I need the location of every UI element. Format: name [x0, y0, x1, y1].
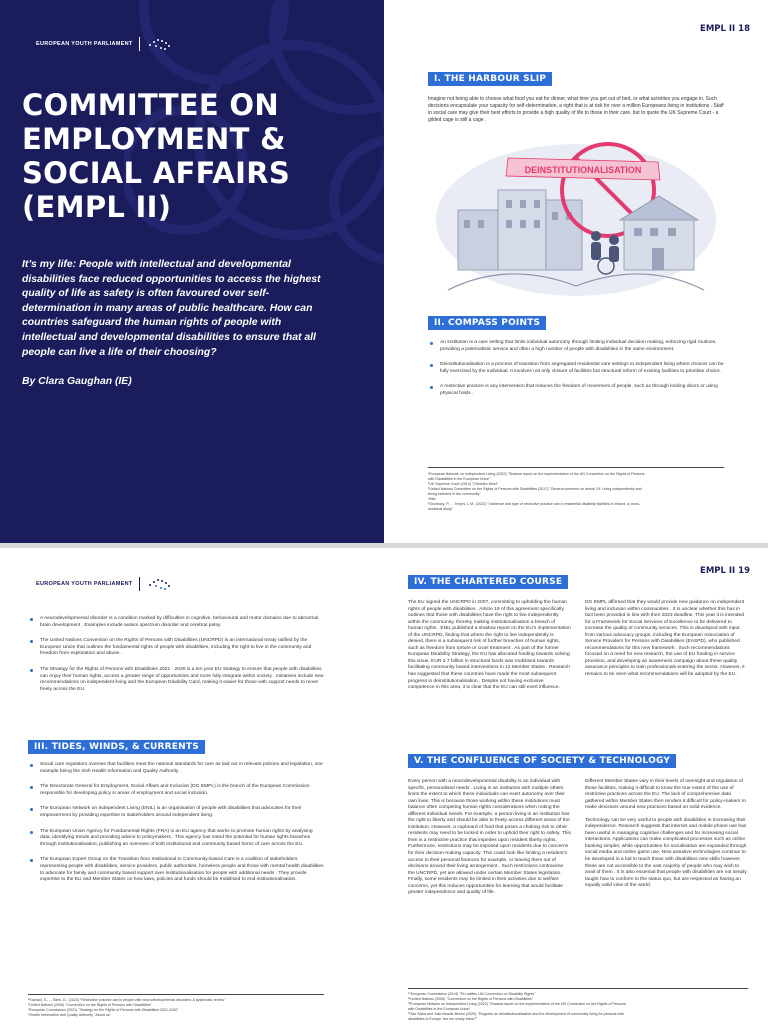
footnote-rule	[428, 467, 724, 468]
footnote: ¹¹United Nations (2006) "Convention on the Rights of Persons with Disabilities"	[408, 997, 533, 1001]
confluence-columns	[408, 779, 748, 897]
page-18	[384, 0, 768, 543]
chartered-columns	[408, 600, 748, 692]
page-number: EMPL II 19	[700, 566, 750, 576]
paragraph: Technology can be very useful to people with disabilities in increasing their independence. Research suggests that internet and mobile phone use has been useful in managing cognitive challenges and for increasing social interactions. Applications can make complicated processes such as online banking simpler, while opportunities for socialisation are expanded through social media and online game use. New assistive technologies continue to be developed in a bid to teach those with disabilities new skills however, these are not accessible to the vast majority of people who may wish to avail of them . It is also essential that people with disabilities are not simply taught how to conform to the status quo, but are respected as having an equally valid view of the world.	[585, 817, 747, 889]
footnote: ²UK Supreme Court (2014) "Cheshire West"	[428, 482, 498, 486]
compass-list	[428, 340, 724, 407]
footnote: ⁵Dunleavy, P., ... Keyes, L.M., (2022) "Incidence and type of restrictive practice use in residential disability facilities in Ireland, a cross-sectional study"	[428, 502, 640, 511]
cover-page	[0, 0, 384, 543]
list-item: Social care regulators oversee that facilities meet the national standards for care as laid out in relevant policies and legislation, one example being the Irish Health Information and Quality Authority .	[28, 762, 324, 775]
footnotes	[28, 998, 328, 1018]
brand-name: EUROPEAN YOUTH PARLIAMENT	[36, 41, 133, 47]
footnote: ¹³Jan Siska and Julie Beadle-Brown (2020) "Progress on deinstitutionalisation and the development of community living for persons with disabilities in Europe: Are we nearly there?"	[408, 1012, 624, 1021]
list-item: The Directorate General for Employment, Social Affairs and Inclusion (DG EMPL) is the branch of the European Commission responsible for developing policy in areas of employment and social inclusion.	[28, 784, 324, 797]
footnote: ⁴Ibid.	[428, 497, 437, 501]
harbour-text: Imagine not being able to choose what food you eat for dinner, what time you get out of bed, or what activities you engage in. Such decisions encapsulate your capacity for self-determination, a right that is at risk for over a million Europeans living in institutions . Staff in social care may give their best efforts to provide a high quality of life to those in their care, but to quote the UK Supreme Court - a gilded cage is still a cage .	[428, 96, 724, 123]
list-item: The Strategy for the Rights of Persons with Disabilities 2021 - 2030 is a ten year EU strategy to ensure that people with disabilities can enjoy their human rights, access a greater range of opportunities and more fully integrate within society . Initiatives include new recommendations on independent living and the European Disability Card, making it easier for those with support needs to move freely across the EU.	[28, 667, 324, 693]
footnotes	[428, 472, 648, 512]
paragraph: Different Member States vary in their levels of oversight and regulation of these facilities, making it difficult to know the true extent of the use of restrictive practices across the EU. The lack of comprehensive data gathered within Member States then renders it difficult for policy-makers to make decisions around new practices based on solid evidence.	[585, 779, 746, 811]
stars-logo-icon	[146, 36, 174, 52]
footnote: ³United Nations Committee on the Rights of Persons with Disabilities (2017) "General comment on article 19: Living independently and being included in the community"	[428, 487, 642, 496]
eyp-logo	[36, 576, 174, 592]
footnote: ¹⁰European Commission (2014) "EU ratifies UN Convention on Disability Rights"	[408, 992, 536, 996]
cover-title: COMMITTEE ON EMPLOYMENT & SOCIAL AFFAIRS (EMPL II)	[22, 88, 291, 224]
footnote-rule	[28, 994, 324, 995]
list-item: Deinstitutionalisation is a process of transition from segregated residential care settings to independent living where choices can be fully exercised by the individual. It involves not only closure of facilities but structural reform of existing facilities to prioritise choice .	[428, 362, 724, 375]
page-number: EMPL II 18	[700, 24, 750, 34]
section-heading-harbour: I. THE HARBOUR SLIP	[428, 72, 552, 86]
list-item: The European Union Agency for Fundamental Rights (FRA) is an EU agency that works to promote human rights by analysing data, identifying trends and providing advice to policymakers . This agency has noted the potential for human rights breaches through institutionalisation, publishing an overview of both institutional and community based forms of care across the EU.	[28, 829, 324, 849]
footnote: ⁹Health Information and Quality Authority "About us"	[28, 1013, 111, 1017]
footnotes	[408, 992, 628, 1022]
chartered-col-2: DG EMPL affirmed that they would provide new guidance on independent living and inclusion within communities . It is unclear whether this has in fact been provided in line with their 2023 deadline. This year it is intended for a Framework for Social Services of Excellence to be delivered to increase the quality of community services. This is developed with input from various advocacy groups, including the European Association of Service Providers for Persons with Disabilities (EASPD), who published recommendations for this new framework . Such recommendations focused on a need for new research, the use of EU funding in service provision, and developing an awareness campaign about these quality assurance principles to train professionals entering the sector. However, it remains to be seen what recommendations will be adopted by the EU.	[585, 600, 745, 678]
list-item: The European Network on Independent Living (ENIL) is an organisation of people with disabilities that advocates for their empowerment by providing expertise to stakeholders around independent living.	[28, 806, 324, 819]
deinstitutionalisation-illustration	[428, 140, 724, 298]
section-heading-tides: III. TIDES, WINDS, & CURRENTS	[28, 740, 205, 754]
page-definitions	[0, 548, 384, 1024]
list-item: The European Expert Group on the Transition from Institutional to Community-based Care is a coalition of stakeholders representing people with disabilities, service providers, public authorities, homeless people and those with mental health disabilities to advocate for family and community based support over institutionalisation for people with additional needs . They provide expertise to the EU and Member States on how laws, policies and funds should be mobilised to end institutionalisation.	[28, 857, 324, 883]
footnote: ⁶Kaurani, S., ... Biles, D., (2023) "Restrictive practice use in people with neurodevelopmental disorders: A systematic review"	[28, 998, 226, 1002]
brand-divider	[139, 37, 140, 51]
footnote: ¹European Network on Independent Living (2022) "Shadow report on the implementation of the UN Convention on the Rights of Persons with Disabilities in the European Union"	[428, 472, 645, 481]
footnote-rule	[408, 988, 748, 989]
section-heading-chartered: IV. THE CHARTERED COURSE	[408, 575, 568, 589]
brand-divider	[139, 577, 140, 591]
footnote: ¹²European Network on Independent Living (2022) "Shadow report on the implementation of the UN Convention on the Rights of Persons with Disabilities in the European Union"	[408, 1002, 626, 1011]
list-item: An institution is a care setting that limits individual autonomy through limiting individual decision making, enforcing rigid routines, providing a paternalistic service and often a high number of people with disabilities in the same environment.	[428, 340, 724, 353]
brand-name: EUROPEAN YOUTH PARLIAMENT	[36, 581, 133, 587]
eyp-logo	[36, 36, 174, 52]
stars-logo-icon	[146, 576, 174, 592]
topic-question: It’s my life: People with intellectual and developmental disabilities face reduced opportunities to access the highest quality of life as safety is often favoured over self-determination in many areas of public healthcare. How can countries safeguard the human rights of people with intellectual and developmental disabilities to ensure that all people can live a life of their choosing?	[22, 259, 321, 358]
section-heading-confluence: V. THE CONFLUENCE OF SOCIETY & TECHNOLOGY	[408, 754, 676, 768]
footnote: ⁷United Nations (2006) "Convention on the Rights of Persons with Disabilities"	[28, 1003, 152, 1007]
definitions-list	[28, 616, 324, 702]
chartered-col-1: The EU signed the UNCRPD in 2007, committing to upholding the human rights of people with disabilities . Article 19 of this agreement specifically outlines that those with disabilities have the right to live independently within the community, thereby making institutionalisation a breach of human rights . ENIL published a shadow report on the EU’s implementation of the UNCRPD, finding that where the right to live independently is denied, there is a subsequent risk of further breaches of human rights, such as freedom from torture or cruel treatment . As part of the former European Disability Strategy, the EU has allocated funding towards solving this issue. EUR 2.7 billion in structural funds was mobilised towards facilitating community based interventions in 12 Member States . Research has suggested that these countries have made the most subsequent progress in deinstitutionalisation . Despite not having exclusive competence in this area, it is clear that the EU can still exert influence.	[408, 600, 571, 691]
banner-text: DEINSTITUTIONALISATION	[524, 165, 642, 175]
list-item: The United Nations Convention on the Rights of Persons with Disabilities (UNCRPD) is an international treaty ratified by the European Union that outlines the fundamental rights of people with disabilities, including the right to live in the community and freedom from exploitation and abuse .	[28, 638, 324, 658]
list-item: A neurodevelopmental disorder is a condition marked by difficulties in cognitive, behavioural and motor domains due to abnormal brain development . Examples include autism spectrum disorder and cerebral palsy.	[28, 616, 324, 629]
section-heading-compass: II. COMPASS POINTS	[428, 316, 546, 330]
confluence-col-1: Every person with a neurodevelopmental disability is an individual with specific, personalised needs . Living in an institution with multiple others limits the extent to which these individuals can exert autonomy over their own lives. This is because those working within these institutions must balance often competing human rights considerations when noting the different individual needs. For example, a person living in an institution has the right to liberty and should be able to freely access different areas of the institution. However, a cupboard of food that poses a choking risk to other residents may need to be locked in order to uphold their right to safety. This then is a restrictive practice that impedes upon resident liberty rights. Furthermore, restrictions may be imposed upon residents due to concerns for their decision-making capacity. This could look like limiting a resident’s access to their personal finances for example, or leaving them out of decisions around their living arrangement . Such restrictions contravene the UNCRPD, yet are allowed under certain Member States legislation. Finally, some residents may be limited in their activities due to welfare concerns, yet this reduces opportunities for learning that would facilitate greater independence and quality of life.	[408, 779, 571, 896]
list-item: A restrictive practice is any intervention that reduces the freedom of movement of people, such as through locking doors or using physical holds .	[428, 384, 724, 397]
author-line: By Clara Gaughan (IE)	[22, 376, 132, 387]
confluence-col-2	[585, 779, 748, 897]
page-19	[384, 548, 768, 1024]
tides-list	[28, 762, 324, 893]
footnote: ⁸European Commission (2021) "Strategy for the Rights of Persons with Disabilities 2021-2030"	[28, 1008, 179, 1012]
